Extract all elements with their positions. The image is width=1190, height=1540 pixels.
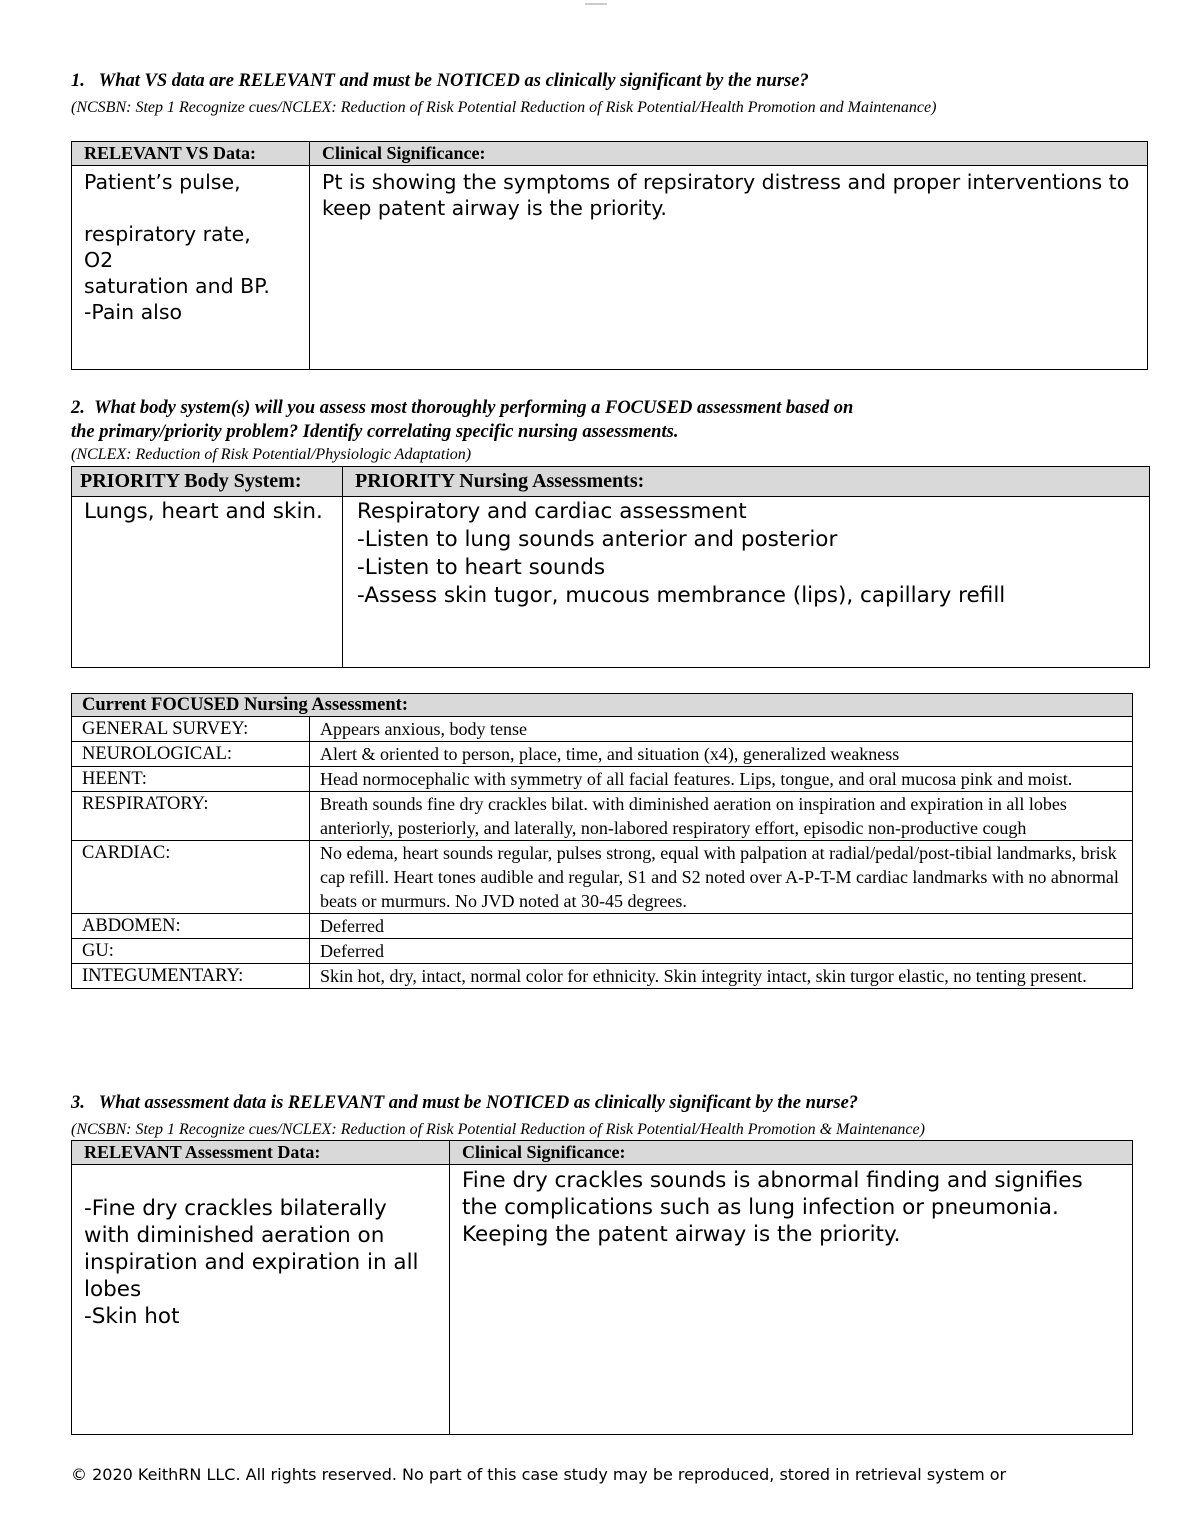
assessment-label: CARDIAC: [72,841,310,914]
col-header: PRIORITY Body System: [72,467,343,497]
assessment-row [72,939,1133,964]
assessment-label: RESPIRATORY: [72,792,310,841]
assessment-label: GU: [72,939,310,964]
question-3-subtitle: (NCSBN: Step 1 Recognize cues/NCLEX: Reduction of Risk Potential Reduction of Risk Potential/Health Promotion & Maintenance) [71,1121,925,1138]
focused-header: Current FOCUSED Nursing Assessment: [72,694,1133,717]
assessment-label: GENERAL SURVEY: [72,717,310,742]
assessment-row [72,841,1133,914]
assessment-data-table [71,1140,1133,1435]
assessment-value[interactable]: Alert & oriented to person, place, time, and situation (x4), generalized weakness [310,742,1133,767]
question-1-subtitle: (NCSBN: Step 1 Recognize cues/NCLEX: Reduction of Risk Potential Reduction of Risk Potential/Health Promotion and Maintenance) [71,99,937,116]
assessment-value[interactable]: Head normocephalic with symmetry of all facial features. Lips, tongue, and oral mucosa pink and moist. [310,767,1133,792]
question-2-title-line1: 2. What body system(s) will you assess most thoroughly performing a FOCUSED assessment based on [71,398,854,418]
assessment-row [72,964,1133,989]
vs-significance-cell[interactable]: Pt is showing the symptoms of repsiratory distress and proper interventions to keep patent airway is the priority. [310,166,1148,370]
assessment-label: HEENT: [72,767,310,792]
vs-data-cell[interactable]: Patient’s pulse, respiratory rate, O2 saturation and BP. -Pain also [72,166,310,370]
assessment-row [72,914,1133,939]
col-header: RELEVANT VS Data: [72,142,310,166]
col-header: PRIORITY Nursing Assessments: [343,467,1150,497]
assessment-label: ABDOMEN: [72,914,310,939]
assessment-data-cell[interactable]: -Fine dry crackles bilaterally with diminished aeration on inspiration and expiration in all lobes -Skin hot [72,1165,450,1435]
assessment-value[interactable]: Skin hot, dry, intact, normal color for ethnicity. Skin integrity intact, skin turgor elastic, no tenting present. [310,964,1133,989]
assessment-value[interactable]: Appears anxious, body tense [310,717,1133,742]
priority-system-table [71,466,1150,668]
question-2-subtitle: (NCLEX: Reduction of Risk Potential/Physiologic Adaptation) [71,446,472,463]
assessment-value[interactable]: No edema, heart sounds regular, pulses strong, equal with palpation at radial/pedal/post-tibial landmarks, brisk cap refill. Heart tones audible and regular, S1 and S2 noted over A-P-T-M cardiac landmarks with no abnormal beats or murmurs. No JVD noted at 30-45 degrees. [310,841,1133,914]
assessment-row [72,767,1133,792]
header-mark [585,3,607,5]
assessment-value[interactable]: Deferred [310,939,1133,964]
vs-data-table [71,141,1148,370]
col-header: RELEVANT Assessment Data: [72,1141,450,1165]
question-1-title: 1. What VS data are RELEVANT and must be NOTICED as clinically significant by the nurse? [71,71,809,91]
assessment-value[interactable]: Deferred [310,914,1133,939]
assessment-value[interactable]: Breath sounds fine dry crackles bilat. with diminished aeration on inspiration and expiration in all lobes anteriorly, posteriorly, and laterally, non-labored respiratory effort, episodic non-productive cough [310,792,1133,841]
question-3-title: 3. What assessment data is RELEVANT and must be NOTICED as clinically significant by the nurse? [71,1093,859,1113]
col-header: Clinical Significance: [450,1141,1133,1165]
question-2-title-line2: the primary/priority problem? Identify correlating specific nursing assessments. [71,422,679,442]
assessment-row [72,792,1133,841]
body-system-cell[interactable]: Lungs, heart and skin. [72,497,343,668]
col-header: Clinical Significance: [310,142,1148,166]
assessment-label: NEUROLOGICAL: [72,742,310,767]
focused-assessment-table [71,693,1133,989]
assessment-row [72,717,1133,742]
nursing-assessments-cell[interactable]: Respiratory and cardiac assessment -Listen to lung sounds anterior and posterior -Listen to heart sounds -Assess skin tugor, mucous membrance (lips), capillary refill [343,497,1150,668]
assessment-label: INTEGUMENTARY: [72,964,310,989]
assessment-row [72,742,1133,767]
copyright-footer: © 2020 KeithRN LLC. All rights reserved. No part of this case study may be reproduced, stored in retrieval system or [71,1465,1007,1484]
assessment-significance-cell[interactable]: Fine dry crackles sounds is abnormal finding and signifies the complications such as lung infection or pneumonia. Keeping the patent airway is the priority. [450,1165,1133,1435]
